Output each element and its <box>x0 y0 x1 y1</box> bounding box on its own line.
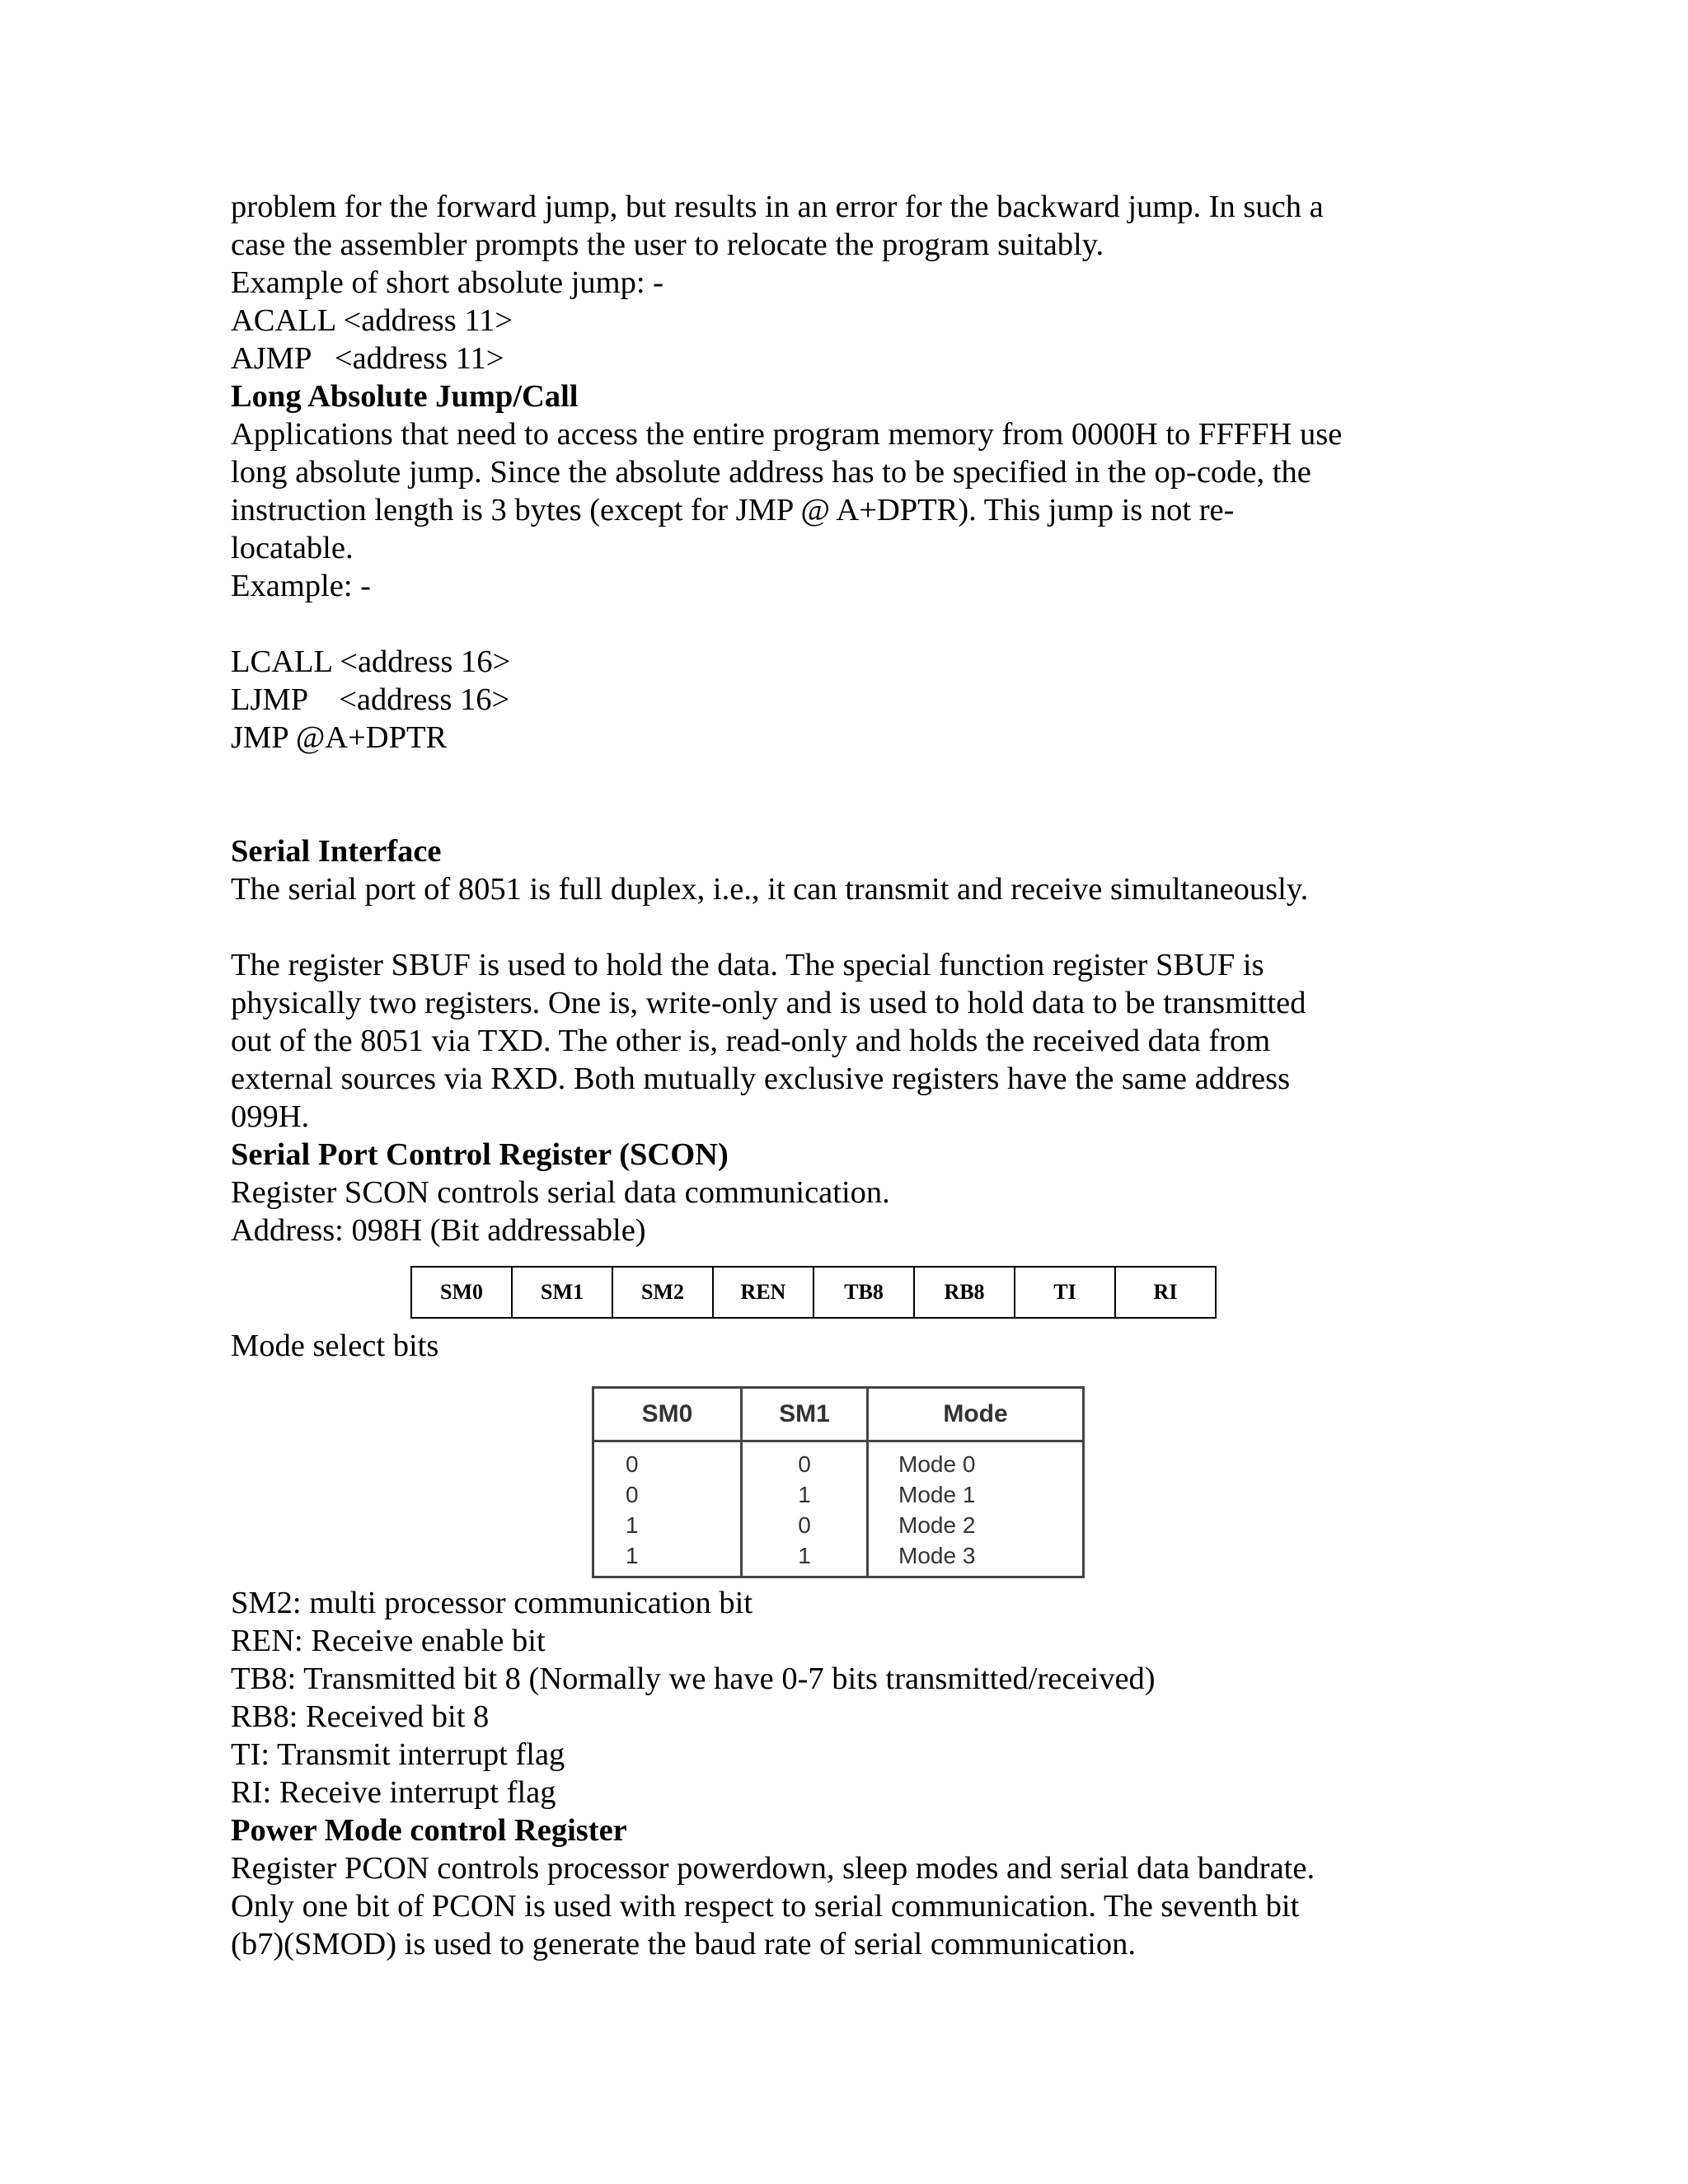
table-cell: Mode 2 <box>898 1512 976 1538</box>
table-cell: 0 <box>626 1482 639 1507</box>
text-line: case the assembler prompts the user to relocate the program suitably. <box>231 227 1104 262</box>
table-cell: 0 <box>798 1451 811 1477</box>
text-line: physically two registers. One is, write-only and is used to hold data to be transmitted <box>231 986 1306 1020</box>
scon-bit-cell: REN <box>713 1267 814 1318</box>
text-line: external sources via RXD. Both mutually exclusive registers have the same address <box>231 1062 1291 1096</box>
mode-column <box>868 1441 1084 1577</box>
code-line: AJMP <address 11> <box>231 341 504 376</box>
scon-register-table <box>410 1266 1217 1319</box>
table-cell: 0 <box>626 1451 639 1477</box>
column-header: SM1 <box>742 1388 868 1441</box>
text-line: The serial port of 8051 is full duplex, i.e., it can transmit and receive simultaneously. <box>231 872 1309 907</box>
text-line: Register PCON controls processor powerdown, sleep modes and serial data bandrate. <box>231 1851 1315 1886</box>
text-line: (b7)(SMOD) is used to generate the baud rate of serial communication. <box>231 1927 1136 1961</box>
scon-bit-cell: SM2 <box>612 1267 713 1318</box>
column-header: Mode <box>868 1388 1084 1441</box>
bit-description: RI: Receive interrupt flag <box>231 1775 556 1810</box>
scon-bit-cell: SM1 <box>512 1267 612 1318</box>
section-heading-scon: Serial Port Control Register (SCON) <box>231 1137 729 1172</box>
document-body <box>231 188 1418 1249</box>
scon-bit-cell: TB8 <box>814 1267 914 1318</box>
table-row <box>411 1267 1216 1318</box>
table-cell: 0 <box>798 1512 811 1538</box>
bit-description: TB8: Transmitted bit 8 (Normally we have 0-7 bits transmitted/received) <box>231 1661 1156 1696</box>
column-header: SM0 <box>593 1388 742 1441</box>
document-body-lower <box>231 1584 1418 1963</box>
text-line: problem for the forward jump, but results in an error for the backward jump. In such a <box>231 190 1324 224</box>
text-line: out of the 8051 via TXD. The other is, read-only and holds the received data from <box>231 1024 1271 1058</box>
sm1-column <box>742 1441 868 1577</box>
table-cell: 1 <box>798 1543 811 1568</box>
table-cell: 1 <box>798 1482 811 1507</box>
table-row <box>593 1441 1084 1577</box>
text-line: Example of short absolute jump: - <box>231 265 663 300</box>
bit-description: RB8: Received bit 8 <box>231 1699 490 1734</box>
table-header-row <box>593 1388 1084 1441</box>
scon-bit-cell: RI <box>1115 1267 1216 1318</box>
text-line: locatable. <box>231 531 354 565</box>
section-heading-long-jump: Long Absolute Jump/Call <box>231 379 579 414</box>
table-cell: Mode 0 <box>898 1451 976 1477</box>
text-line: 099H. <box>231 1099 310 1134</box>
code-line: ACALL <address 11> <box>231 303 513 338</box>
mode-select-label: Mode select bits <box>231 1329 439 1363</box>
section-heading-power: Power Mode control Register <box>231 1813 627 1848</box>
table-cell: Mode 3 <box>898 1543 976 1568</box>
mode-select-table <box>592 1386 1085 1578</box>
bit-description: REN: Receive enable bit <box>231 1624 546 1658</box>
table-cell: 1 <box>626 1543 639 1568</box>
text-line: instruction length is 3 bytes (except for JMP @ A+DPTR). This jump is not re- <box>231 493 1235 527</box>
table-cell: 1 <box>626 1512 639 1538</box>
code-line: LCALL <address 16> <box>231 644 511 679</box>
text-line: Only one bit of PCON is used with respect to serial communication. The seventh bit <box>231 1889 1300 1924</box>
text-line: Applications that need to access the entire program memory from 0000H to FFFFH use <box>231 417 1343 452</box>
scon-bit-cell: TI <box>1015 1267 1115 1318</box>
text-line: Address: 098H (Bit addressable) <box>231 1213 646 1248</box>
section-heading-serial: Serial Interface <box>231 834 442 869</box>
bit-description: SM2: multi processor communication bit <box>231 1586 753 1620</box>
text-line: Register SCON controls serial data communication. <box>231 1175 890 1210</box>
scon-bit-cell: SM0 <box>411 1267 512 1318</box>
scon-bit-cell: RB8 <box>914 1267 1015 1318</box>
code-line: LJMP <address 16> <box>231 682 510 717</box>
text-line: The register SBUF is used to hold the data. The special function register SBUF is <box>231 948 1264 982</box>
table-cell: Mode 1 <box>898 1482 976 1507</box>
sm0-column <box>593 1441 742 1577</box>
code-line: JMP @A+DPTR <box>231 720 448 755</box>
bit-description: TI: Transmit interrupt flag <box>231 1737 565 1772</box>
text-line: long absolute jump. Since the absolute address has to be specified in the op-code, the <box>231 455 1311 490</box>
text-line: Example: - <box>231 569 371 603</box>
